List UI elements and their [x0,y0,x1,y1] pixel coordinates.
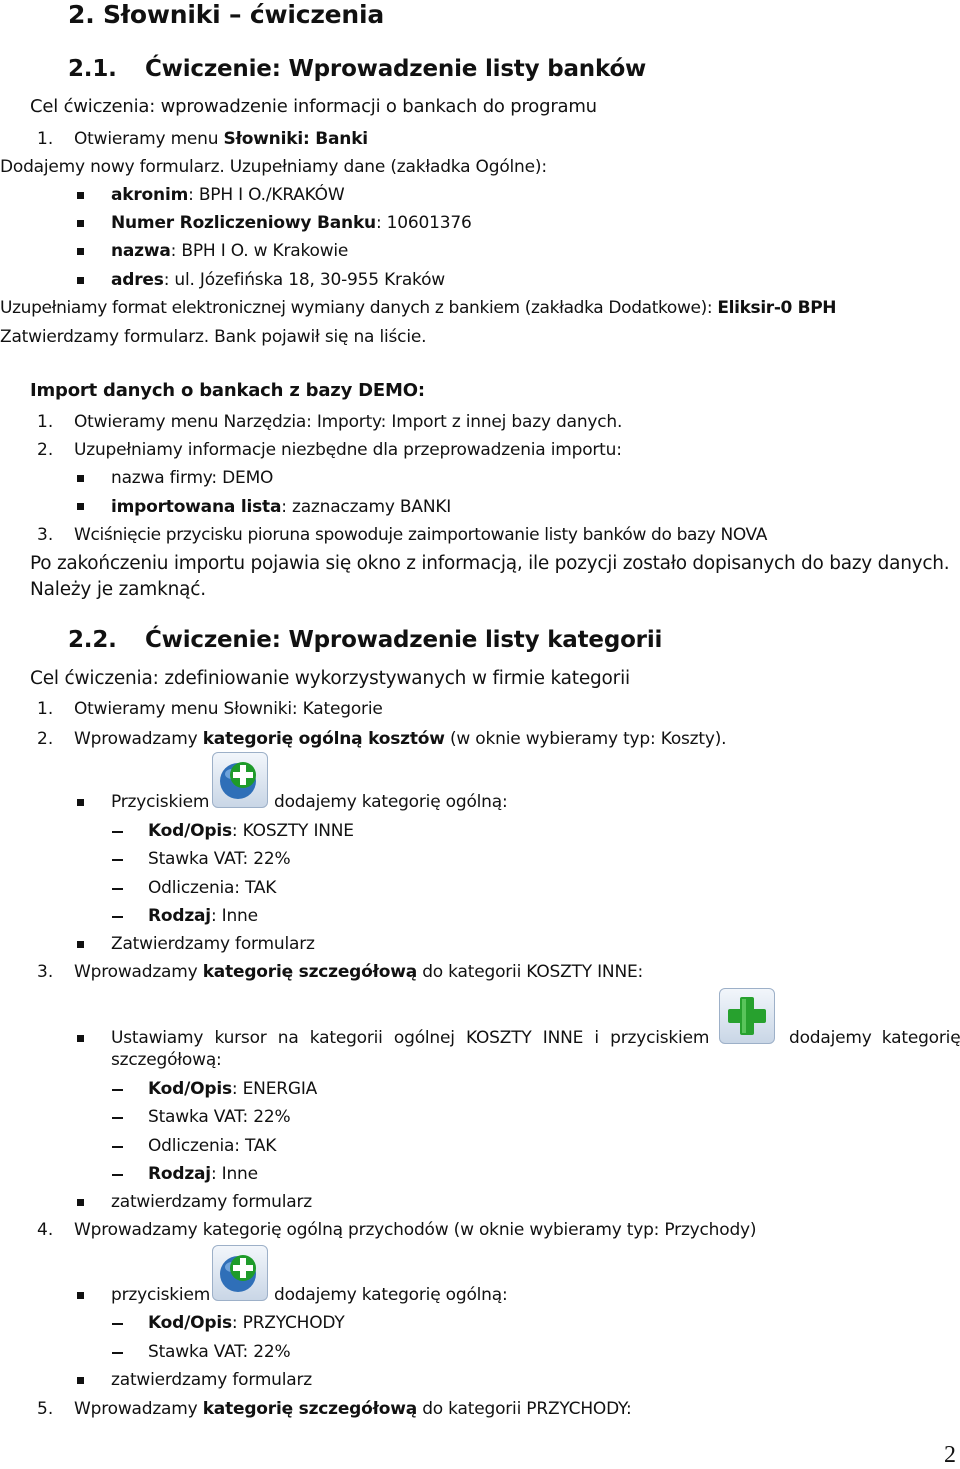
format-line: Uzupełniamy format elektronicznej wymiany danych z bankiem (zakładka Dodatkowe): Eliksir-0 BPH [0,298,837,318]
step-number: 1. [37,412,54,432]
goal-2-1: Cel ćwiczenia: wprowadzenie informacji o bankach do programu [30,96,597,117]
bullet [77,220,84,227]
dash [112,1117,123,1119]
section-heading-2-1: Ćwiczenie: Wprowadzenie listy banków [145,56,647,82]
bullet [77,277,84,284]
after-import-text: Należy je zamknąć. [30,579,206,600]
step-number: 1. [37,699,54,719]
category-field: Kod/Opis: ENERGIA [148,1079,318,1099]
page-number: 2 [944,1442,956,1468]
dash [112,1352,123,1354]
globe-plus-icon[interactable] [212,1245,268,1301]
page-title: 2. Słowniki – ćwiczenia [68,0,385,29]
step-number: 5. [37,1399,54,1419]
dash [112,1089,123,1091]
step-text: Wprowadzamy kategorię szczegółową do kategorii KOSZTY INNE: [74,962,644,982]
bullet [77,1292,84,1299]
category-field: Odliczenia: TAK [148,878,277,898]
add-button-text: przyciskiem [111,1285,211,1305]
bullet [77,248,84,255]
step-text: Wprowadzamy kategorię szczegółową do kategorii PRZYCHODY: [74,1399,632,1419]
bullet [77,503,84,510]
bullet [77,192,84,199]
import-field: nazwa firmy: DEMO [111,468,274,488]
after-import-text: Po zakończeniu importu pojawia się okno z informacją, ile pozycji zostało dopisanych do bazy danych. [30,553,950,574]
dash [112,888,123,890]
import-field: importowana lista: zaznaczamy BANKI [111,497,452,517]
step-text: Wprowadzamy kategorię ogólną przychodów (w oknie wybieramy typ: Przychody) [74,1220,757,1240]
category-field: Kod/Opis: KOSZTY INNE [148,821,354,841]
bullet [77,799,84,806]
import-step: Uzupełniamy informacje niezbędne dla przeprowadzenia importu: [74,440,622,460]
dash [112,1323,123,1325]
dash [112,916,123,918]
step-number: 3. [37,525,54,545]
cursor-text: Ustawiamy kursor na kategorii ogólnej KOSZTY INNE i przyciskiem [111,1028,710,1048]
approve-text: zatwierdzamy formularz [111,1370,313,1390]
bank-field: akronim: BPH I O./KRAKÓW [111,185,345,205]
bullet [77,1377,84,1384]
goal-2-2: Cel ćwiczenia: zdefiniowanie wykorzystywanych w firmie kategorii [30,668,630,689]
section-number-2-2: 2.2. [68,627,117,653]
dash [112,859,123,861]
bullet [77,475,84,482]
bullet [77,941,84,948]
bullet [77,1035,84,1042]
category-field: Rodzaj: Inne [148,1164,258,1184]
category-field: Stawka VAT: 22% [148,849,291,869]
step-text: Wprowadzamy kategorię ogólną kosztów (w oknie wybieramy typ: Koszty). [74,729,727,749]
add-button-text: dodajemy kategorię ogólną: [274,1285,508,1305]
approve-text: Zatwierdzamy formularz [111,934,315,954]
globe-plus-icon[interactable] [212,752,268,808]
green-plus-icon[interactable] [719,988,775,1044]
section-number-2-1: 2.1. [68,56,117,82]
dash [112,831,123,833]
import-heading: Import danych o bankach z bazy DEMO: [30,380,425,401]
step-number: 2. [37,729,54,749]
add-button-text: Przyciskiem [111,792,210,812]
bullet [77,1199,84,1206]
bank-field: Numer Rozliczeniowy Banku: 10601376 [111,213,472,233]
add-button-text: dodajemy kategorię ogólną: [274,792,508,812]
approve-line: Zatwierdzamy formularz. Bank pojawił się na liście. [0,327,427,347]
bank-field: nazwa: BPH I O. w Krakowie [111,241,349,261]
bank-field: adres: ul. Józefińska 18, 30-955 Kraków [111,270,445,290]
category-field: Rodzaj: Inne [148,906,258,926]
step-text: Otwieramy menu Słowniki: Kategorie [74,699,383,719]
step-text: Otwieramy menu Słowniki: Banki [74,129,368,149]
step-number: 2. [37,440,54,460]
section-heading-2-2: Ćwiczenie: Wprowadzenie listy kategorii [145,627,663,653]
category-field: Odliczenia: TAK [148,1136,277,1156]
step-number: 3. [37,962,54,982]
cursor-text: dodajemy kategorię [789,1028,960,1048]
import-step: Wciśnięcie przycisku pioruna spowoduje zaimportowanie listy banków do bazy NOVA [74,525,768,545]
step-number: 1. [37,129,54,149]
category-field: Stawka VAT: 22% [148,1342,291,1362]
step-number: 4. [37,1220,54,1240]
dash [112,1146,123,1148]
import-step: Otwieramy menu Narzędzia: Importy: Import z innej bazy danych. [74,412,623,432]
cursor-text-cont: szczegółową: [111,1050,222,1070]
approve-text: zatwierdzamy formularz [111,1192,313,1212]
add-form-line: Dodajemy nowy formularz. Uzupełniamy dane (zakładka Ogólne): [0,157,547,177]
dash [112,1174,123,1176]
category-field: Stawka VAT: 22% [148,1107,291,1127]
category-field: Kod/Opis: PRZYCHODY [148,1313,345,1333]
